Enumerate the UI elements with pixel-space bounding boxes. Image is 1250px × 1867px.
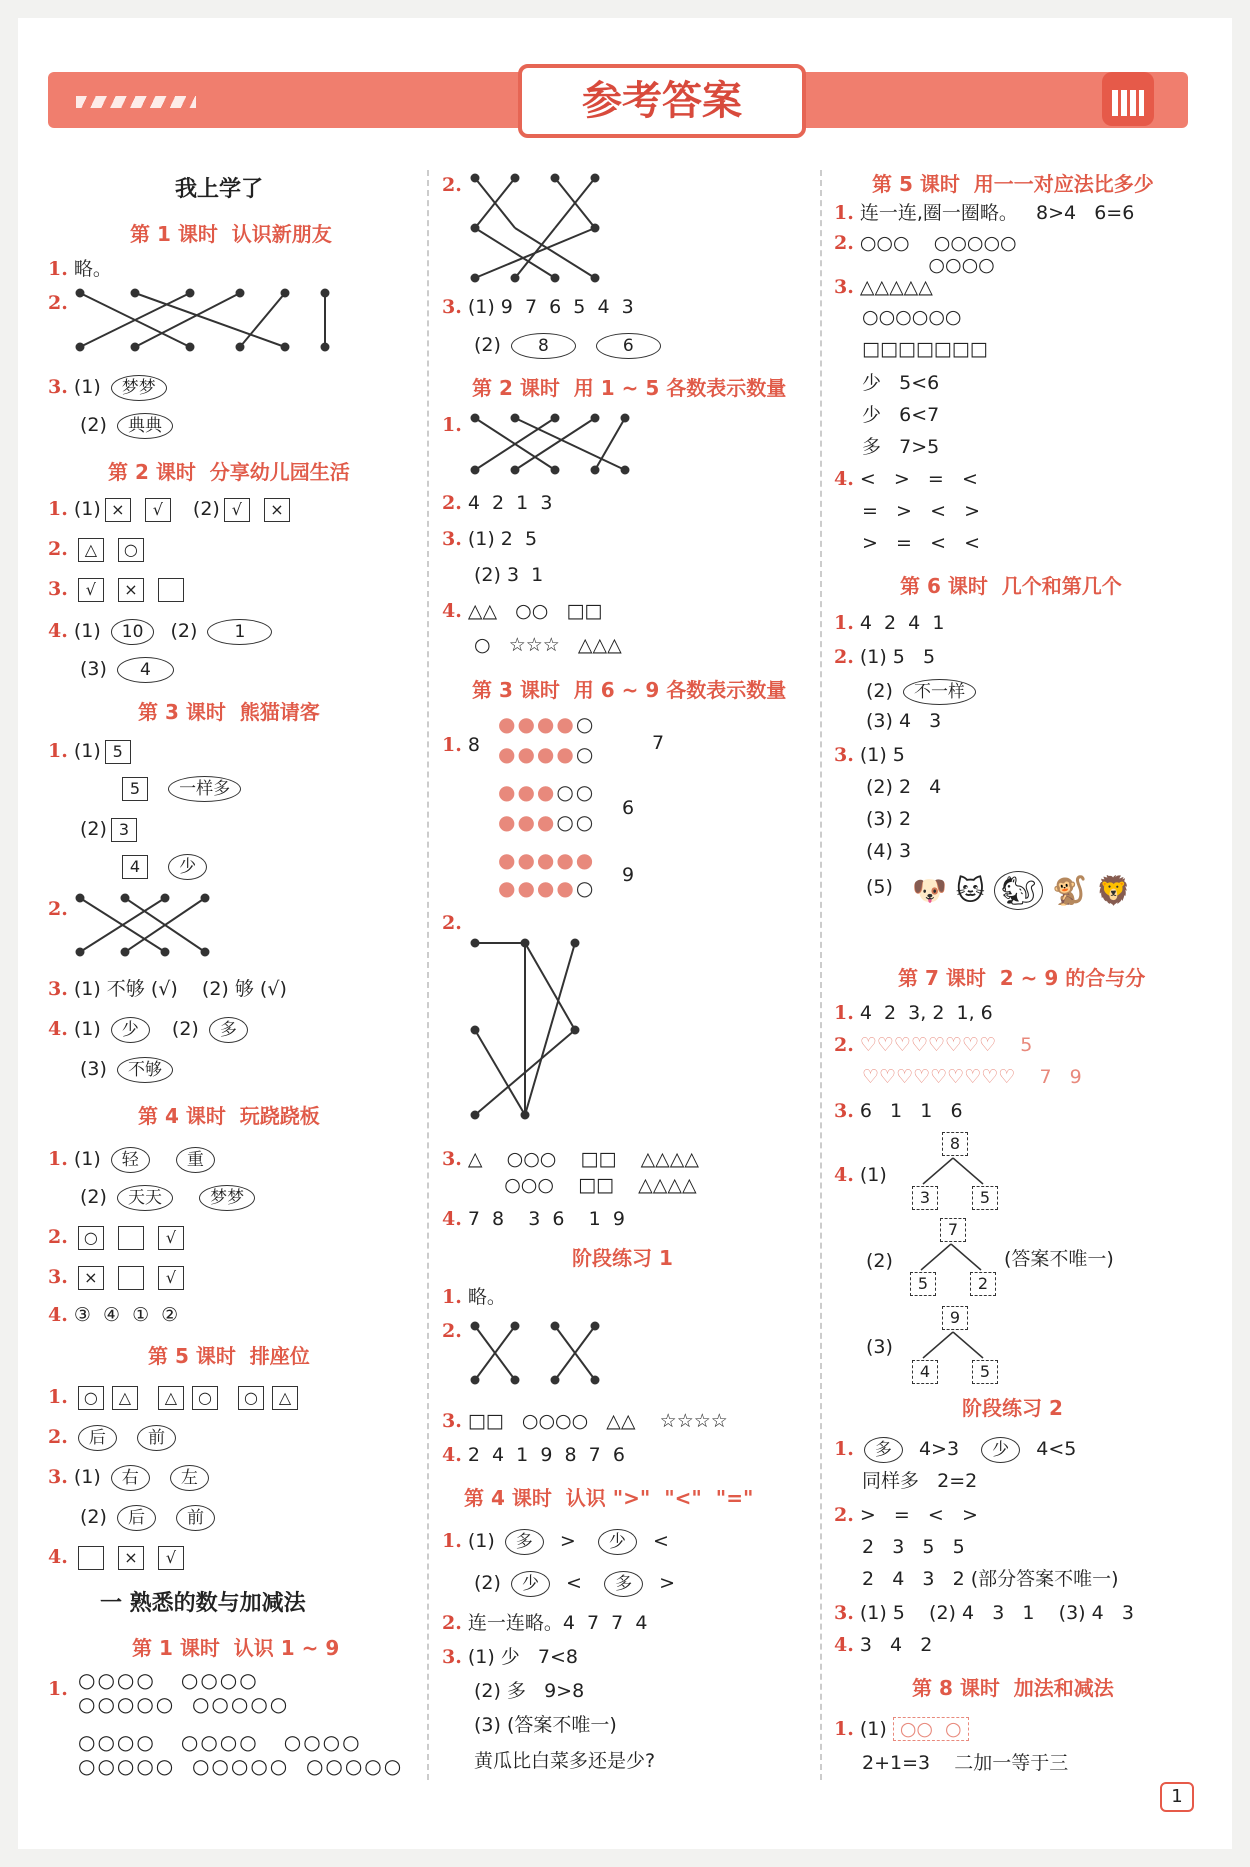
answer-oval: 重 bbox=[176, 1147, 215, 1173]
answer-line: (4) 3 bbox=[866, 840, 912, 862]
answer-oval: 少 bbox=[111, 1017, 150, 1043]
note: (答案不唯一) bbox=[1004, 1248, 1114, 1270]
answer-line: 1. (1) 5 bbox=[48, 738, 135, 764]
answer-line: 2. 连一连略。4 7 7 4 bbox=[442, 1612, 648, 1634]
matching-lines bbox=[465, 170, 605, 285]
matching-lines bbox=[465, 935, 605, 1125]
lesson-heading: 第 2 课时 用 1 ~ 5 各数表示数量 bbox=[472, 376, 787, 400]
column-divider bbox=[427, 170, 429, 1780]
answer-line: 2. ♡♡♡♡♡♡♡♡ 5 bbox=[834, 1034, 1033, 1056]
answer-line bbox=[118, 853, 211, 880]
answer-line: (2) 多 9>8 bbox=[474, 1680, 585, 1702]
unit-title: 一 熟悉的数与加减法 bbox=[100, 1590, 306, 1616]
bond-left: 3 bbox=[912, 1186, 938, 1210]
answer-line: 3. △ ○○○ □□ △△△△ bbox=[442, 1148, 700, 1170]
answer-line: (3) bbox=[866, 1336, 893, 1358]
counters: ○○○○○ ○○○○○ ○○○○○ bbox=[78, 1754, 404, 1778]
page-title: 参考答案 bbox=[518, 64, 806, 138]
answer-oval: 典典 bbox=[117, 413, 173, 439]
answer-line: 1. (1) 多 > 少 < bbox=[442, 1528, 669, 1555]
answer-line: 2. 4 2 1 3 bbox=[442, 492, 553, 514]
answer-oval: 少 bbox=[511, 1571, 550, 1597]
answer-oval: 一样多 bbox=[168, 776, 241, 802]
answer-line: 3. (1) 少 7<8 bbox=[442, 1646, 579, 1668]
answer-line: = > < > bbox=[862, 500, 981, 522]
answer-line: 多 7>5 bbox=[862, 436, 940, 458]
answer-line: 4. (1) bbox=[834, 1164, 887, 1186]
lesson-heading: 第 5 课时 用一一对应法比多少 bbox=[872, 172, 1154, 196]
bond-left: 5 bbox=[910, 1272, 936, 1296]
answer-oval: 多 bbox=[604, 1571, 643, 1597]
answer-line: 1. (1) ○○ ○ bbox=[834, 1716, 969, 1742]
answer-line: (5) bbox=[866, 876, 893, 898]
lesson-heading: 第 1 课时 认识新朋友 bbox=[130, 222, 332, 246]
answer-line: 3. (1) 梦梦 bbox=[48, 374, 171, 401]
answer-oval: 后 bbox=[78, 1425, 117, 1451]
answer-line: 4. (1) 少 (2) 多 bbox=[48, 1016, 252, 1043]
answer-oval: 后 bbox=[117, 1505, 156, 1531]
answer-line: 3. 6 1 1 6 bbox=[834, 1100, 963, 1122]
answer-line: 少 6<7 bbox=[862, 404, 940, 426]
animals-picture: 🐶 🐱 🐿 🐒 🦁 bbox=[912, 878, 1131, 904]
matching-lines bbox=[70, 890, 220, 960]
column-divider bbox=[820, 170, 822, 1780]
answer-oval: 多 bbox=[209, 1017, 248, 1043]
answer-line: ♡♡♡♡♡♡♡♡♡ 7 9 bbox=[862, 1066, 1082, 1088]
answer-box: 5 bbox=[105, 740, 131, 764]
answer-oval: 多 bbox=[505, 1529, 544, 1555]
bond-right: 5 bbox=[972, 1360, 998, 1384]
answer-line: 3. × √ bbox=[48, 1264, 188, 1290]
answer-line: 2. ○ √ bbox=[48, 1224, 188, 1250]
counters: ○○○○○ ○○○○○ bbox=[78, 1692, 290, 1716]
answer-line: 2. > = < > bbox=[834, 1504, 978, 1526]
answer-line: 4. △△ ○○ □□ bbox=[442, 600, 603, 622]
answer-line bbox=[118, 775, 245, 802]
answer-line: (2) bbox=[866, 1250, 893, 1272]
answer-line: 4. 2 4 1 9 8 7 6 bbox=[442, 1444, 625, 1466]
counters: ●●●○○ bbox=[498, 810, 596, 834]
answer-line: 3. (1) 2 5 bbox=[442, 528, 538, 550]
answer-line: 2. bbox=[442, 912, 462, 934]
answer-line: (3) 4 3 bbox=[866, 710, 942, 732]
answer-line: (2) 后 前 bbox=[80, 1504, 219, 1531]
answer-oval: 1 bbox=[207, 619, 272, 645]
answer-line: 2. bbox=[442, 1320, 462, 1342]
bond-top: 8 bbox=[942, 1132, 968, 1156]
bond-right: 5 bbox=[972, 1186, 998, 1210]
answer-line: ○○○○○○ bbox=[862, 306, 962, 328]
answer-line: 2. bbox=[48, 292, 68, 314]
answer-line: (2) 3 bbox=[80, 816, 141, 842]
answer-line: 4. ③ ④ ① ② bbox=[48, 1304, 179, 1326]
answer-line: (2) 2 4 bbox=[866, 776, 942, 798]
bond-top: 9 bbox=[942, 1306, 968, 1330]
answer-line: 同样多 2=2 bbox=[862, 1470, 978, 1492]
answer-line: 2. bbox=[442, 174, 462, 196]
bond-top: 7 bbox=[940, 1218, 966, 1242]
counters: ●●●●○ bbox=[498, 876, 596, 900]
answer-oval: 少 bbox=[598, 1529, 637, 1555]
answer-line: 2. △ ○ bbox=[48, 536, 148, 562]
calculator-logo-icon bbox=[1102, 72, 1154, 126]
answer-line: ○○○ □□ △△△△ bbox=[474, 1174, 697, 1196]
answer-line: 1. (1) 轻 重 bbox=[48, 1146, 219, 1173]
counters: ●●●○○ bbox=[498, 780, 596, 804]
answer-oval: 左 bbox=[170, 1465, 209, 1491]
page-number: 1 bbox=[1160, 1782, 1194, 1812]
answer-line: 3. □□ ○○○○ △△ ☆☆☆☆ bbox=[442, 1410, 728, 1432]
matching-lines bbox=[70, 285, 340, 355]
lesson-heading: 第 1 课时 认识 1 ~ 9 bbox=[132, 1636, 340, 1660]
answer-line: 1. 4 2 4 1 bbox=[834, 612, 945, 634]
answer-line: 1. bbox=[442, 414, 462, 436]
count-label: 9 bbox=[622, 864, 635, 886]
answer-line: (3) 不够 bbox=[80, 1056, 177, 1083]
answer-line: (2) 天天 梦梦 bbox=[80, 1184, 259, 1211]
answer-line: (2) 少 < 多 > bbox=[474, 1570, 675, 1597]
count-label: 6 bbox=[622, 797, 635, 819]
answer-oval: 不够 bbox=[117, 1057, 173, 1083]
counters: ●●●●○ bbox=[498, 742, 596, 766]
answer-line: 3. (1) 右 左 bbox=[48, 1464, 213, 1491]
answer-box: 5 bbox=[122, 777, 148, 801]
answer-line: 1. (1) × √ (2) √ × bbox=[48, 496, 294, 522]
matching-lines bbox=[465, 410, 635, 478]
answer-line: (3) 4 bbox=[80, 656, 178, 683]
answer-oval: 4 bbox=[117, 657, 174, 683]
lesson-heading: 第 5 课时 排座位 bbox=[148, 1344, 310, 1368]
lesson-heading: 第 8 课时 加法和减法 bbox=[912, 1676, 1114, 1700]
lesson-heading: 第 3 课时 熊猫请客 bbox=[138, 700, 320, 724]
answer-line: 2 3 5 5 bbox=[862, 1536, 965, 1558]
counters: ○○○○ ○○○○ ○○○○ bbox=[78, 1730, 362, 1754]
answer-line: 2 4 3 2 (部分答案不唯一) bbox=[862, 1568, 1119, 1590]
answer-line: (3) (答案不唯一) bbox=[474, 1714, 617, 1736]
answer-oval: 8 bbox=[511, 333, 576, 359]
bond-right: 2 bbox=[970, 1272, 996, 1296]
answer-line: 4. (1) 10 (2) 1 bbox=[48, 618, 276, 645]
answer-line: > = < < bbox=[862, 532, 981, 554]
number-bond bbox=[906, 1218, 996, 1298]
answer-line: 3. √ × bbox=[48, 576, 188, 602]
counters: ●●●●○ bbox=[498, 712, 596, 736]
lesson-heading: 第 4 课时 认识 ">" "<" "=" bbox=[464, 1486, 754, 1510]
answer-line: 2+1=3 二加一等于三 bbox=[862, 1752, 1069, 1774]
answer-oval: 6 bbox=[596, 333, 661, 359]
answer-line: 3. (1) 5 bbox=[834, 744, 905, 766]
number-bond bbox=[908, 1132, 998, 1212]
answer-line: 1. 略。 bbox=[442, 1286, 506, 1308]
answer-line: 4. 7 8 3 6 1 9 bbox=[442, 1208, 625, 1230]
lesson-heading: 第 3 课时 用 6 ~ 9 各数表示数量 bbox=[472, 678, 787, 702]
lesson-heading: 第 4 课时 玩跷跷板 bbox=[138, 1104, 320, 1128]
answer-oval: 不一样 bbox=[903, 679, 976, 705]
answer-line: 1. 连一连,圈一圈略。 8>4 6=6 bbox=[834, 202, 1135, 224]
banner-stripes bbox=[76, 96, 196, 108]
answer-line: 1. 略。 bbox=[48, 258, 112, 280]
answer-line: 1. 8 bbox=[442, 734, 480, 756]
answer-line: 2. bbox=[48, 898, 68, 920]
answer-line: 4. × √ bbox=[48, 1544, 188, 1570]
answer-line: 少 5<6 bbox=[862, 372, 940, 394]
answer-line: 1. 多 4>3 少 4<5 bbox=[834, 1436, 1076, 1463]
answer-oval: 前 bbox=[176, 1505, 215, 1531]
answer-line: (2) 不一样 bbox=[866, 678, 980, 705]
answer-oval: 梦梦 bbox=[111, 375, 167, 401]
answer-oval: 多 bbox=[864, 1437, 903, 1463]
matching-lines bbox=[465, 1318, 615, 1388]
count-label: 7 bbox=[652, 732, 665, 754]
answer-line: ○ ☆☆☆ △△△ bbox=[474, 634, 622, 656]
header-banner bbox=[48, 72, 1188, 128]
answer-line: □□□□□□□ bbox=[862, 338, 988, 360]
lesson-heading: 第 2 课时 分享幼儿园生活 bbox=[108, 460, 350, 484]
answer-line: (2) 典典 bbox=[80, 412, 177, 439]
answer-line: 1. 4 2 3, 2 1, 6 bbox=[834, 1002, 993, 1024]
answer-line: 3. △△△△△ bbox=[834, 276, 933, 298]
answer-oval: 前 bbox=[137, 1425, 176, 1451]
answer-oval: 右 bbox=[111, 1465, 150, 1491]
answer-line: 2. (1) 5 5 bbox=[834, 646, 936, 668]
lesson-heading: 阶段练习 2 bbox=[962, 1396, 1063, 1420]
counters: ●●●●● bbox=[498, 848, 596, 872]
answer-line: 3. (1) 不够 (√) (2) 够 (√) bbox=[48, 978, 287, 1000]
answer-line: (3) 2 bbox=[866, 808, 912, 830]
answer-line: 4. 3 4 2 bbox=[834, 1634, 933, 1656]
lesson-heading: 第 6 课时 几个和第几个 bbox=[900, 574, 1122, 598]
answer-line: 1. bbox=[48, 1678, 68, 1700]
answer-line: ○○○○ bbox=[862, 254, 995, 276]
number-bond bbox=[908, 1306, 998, 1386]
answer-line: 黄瓜比白菜多还是少? bbox=[474, 1750, 656, 1772]
answer-line: (2) 8 6 bbox=[474, 332, 665, 359]
answer-line: 3. (1) 9 7 6 5 4 3 bbox=[442, 296, 634, 318]
answer-oval: 少 bbox=[981, 1437, 1020, 1463]
answer-oval: 少 bbox=[168, 854, 207, 880]
bond-left: 4 bbox=[912, 1360, 938, 1384]
answer-oval: 轻 bbox=[111, 1147, 150, 1173]
answer-oval: 天天 bbox=[117, 1185, 173, 1211]
lesson-heading: 阶段练习 1 bbox=[572, 1246, 673, 1270]
answer-line: 4. < > = < bbox=[834, 468, 978, 490]
answer-line: 2. 后 前 bbox=[48, 1424, 180, 1451]
answer-box: 3 bbox=[111, 818, 137, 842]
counters: ○○○○ ○○○○ bbox=[78, 1668, 259, 1692]
answer-oval: 10 bbox=[111, 619, 155, 645]
answer-oval: 梦梦 bbox=[199, 1185, 255, 1211]
answer-line: (2) 3 1 bbox=[474, 564, 544, 586]
answer-box: 4 bbox=[122, 855, 148, 879]
answer-line: 3. (1) 5 (2) 4 3 1 (3) 4 3 bbox=[834, 1602, 1134, 1624]
lesson-heading: 第 7 课时 2 ~ 9 的合与分 bbox=[898, 966, 1146, 990]
chapter-title: 我上学了 bbox=[175, 176, 264, 202]
answer-line: 1. ○ △ △ ○ ○ △ bbox=[48, 1384, 302, 1410]
answer-line: 2. ○○○ ○○○○○ bbox=[834, 232, 1017, 254]
